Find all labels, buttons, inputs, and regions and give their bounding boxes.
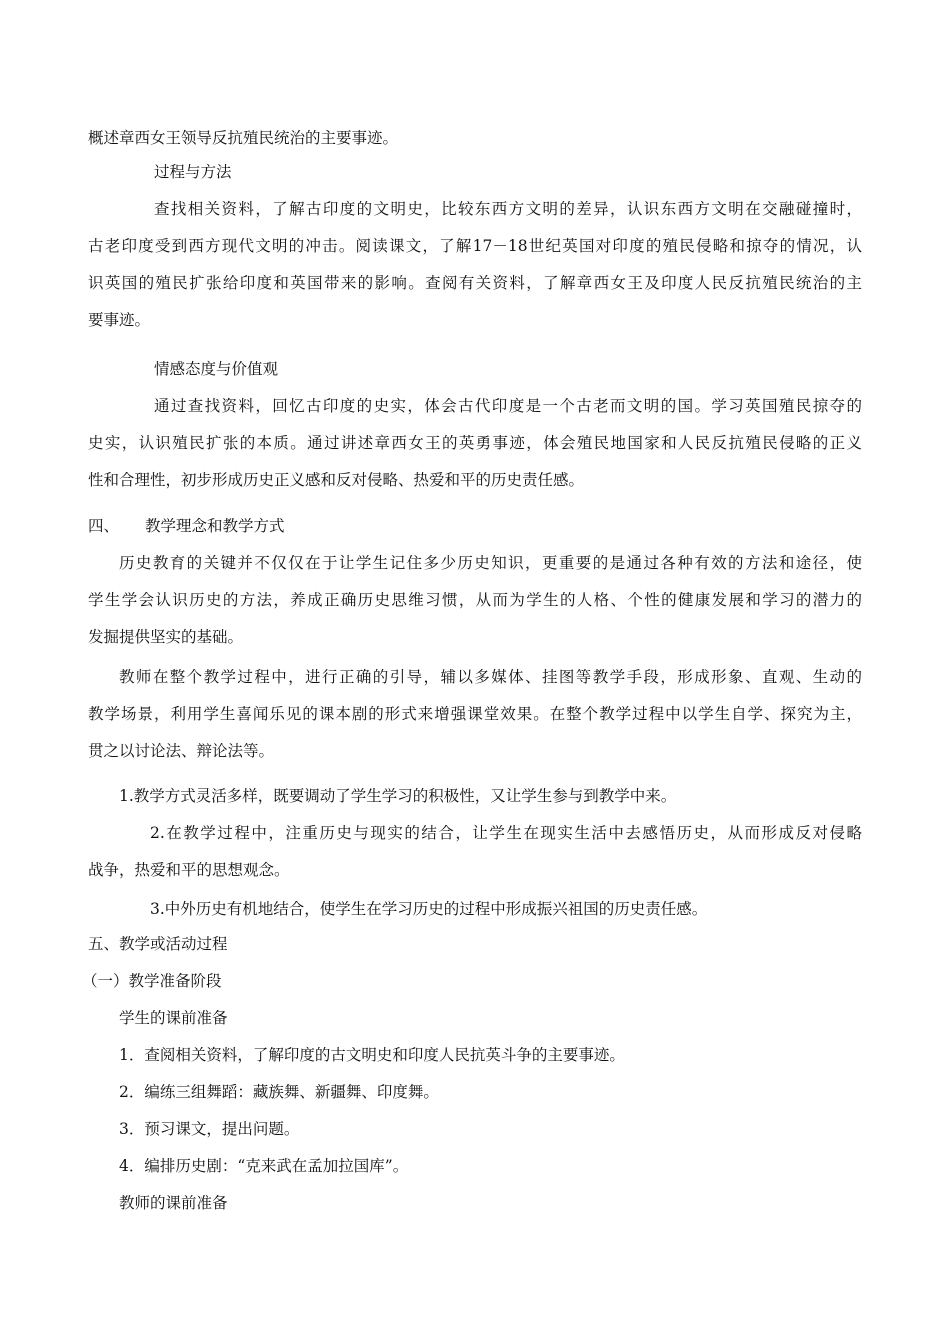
paragraph-line: 通过查找资料，回忆古印度的史实，体会古代印度是一个古老而文明的国。学习英国殖民掠夺的 [154,397,862,415]
text-line: 概述章西女王领导反抗殖民统治的主要事迹。 [88,129,399,147]
list-item: 2.在教学过程中，注重历史与现实的结合，让学生在现实生活中去感悟历史，从而形成反对侵略 [150,824,862,842]
subheading-teacher-preparation: 教师的课前准备 [119,1194,228,1212]
subsection-heading-preparation: （一）教学准备阶段 [82,972,222,990]
section-heading-process-method: 过程与方法 [154,163,232,181]
paragraph-line: 要事迹。 [88,311,151,329]
paragraph-line: 性和合理性，初步形成历史正义感和反对侵略、热爱和平的历史责任感。 [88,471,585,489]
section-number: 四、 [88,517,120,535]
section-heading-emotion-values: 情感态度与价值观 [154,360,279,378]
subheading-student-preparation: 学生的课前准备 [119,1009,228,1027]
paragraph-line: 古老印度受到西方现代文明的冲击。阅读课文，了解17－18世纪英国对印度的殖民侵略和掠夺的情况，认 [88,237,862,255]
paragraph-line: 教师在整个教学过程中，进行正确的引导，辅以多媒体、挂图等教学手段，形成形象、直观、生动的 [119,668,862,686]
paragraph-line: 查找相关资料，了解古印度的文明史，比较东西方文明的差异，认识东西方文明在交融碰撞时， [154,200,862,218]
section-heading-teaching-process: 五、教学或活动过程 [88,935,228,953]
list-item: 1.教学方式灵活多样，既要调动了学生学习的积极性，又让学生参与到教学中来。 [119,787,677,805]
paragraph-line: 教学场景，利用学生喜闻乐见的课本剧的形式来增强课堂效果。在整个教学过程中以学生自学、探究为主， [88,705,862,723]
list-item: 3.中外历史有机地结合，使学生在学习历史的过程中形成振兴祖国的历史责任感。 [150,900,708,918]
list-item: 4．编排历史剧：“克来武在孟加拉国库”。 [119,1157,409,1175]
paragraph-line: 史实，认识殖民扩张的本质。通过讲述章西女王的英勇事迹，体会殖民地国家和人民反抗殖民侵略的正义 [88,434,862,452]
paragraph-line: 学生学会认识历史的方法，养成正确历史思维习惯，从而为学生的人格、个性的健康发展和学习的潜力的 [88,591,862,609]
paragraph-line: 识英国的殖民扩张给印度和英国带来的影响。查阅有关资料，了解章西女王及印度人民反抗殖民统治的主 [88,274,862,292]
list-item: 2．编练三组舞蹈：藏族舞、新疆舞、印度舞。 [119,1083,439,1101]
list-item-continuation: 战争，热爱和平的思想观念。 [88,861,290,879]
section-heading-teaching-philosophy: 教学理念和教学方式 [145,517,285,535]
paragraph-line: 历史教育的关键并不仅仅在于让学生记住多少历史知识，更重要的是通过各种有效的方法和途径，使 [119,554,862,572]
paragraph-line: 贯之以讨论法、辩论法等。 [88,742,275,760]
list-item: 1．查阅相关资料，了解印度的古文明史和印度人民抗英斗争的主要事迹。 [119,1046,625,1064]
paragraph-line: 发掘提供坚实的基础。 [88,628,244,646]
list-item: 3．预习课文，提出问题。 [119,1120,300,1138]
